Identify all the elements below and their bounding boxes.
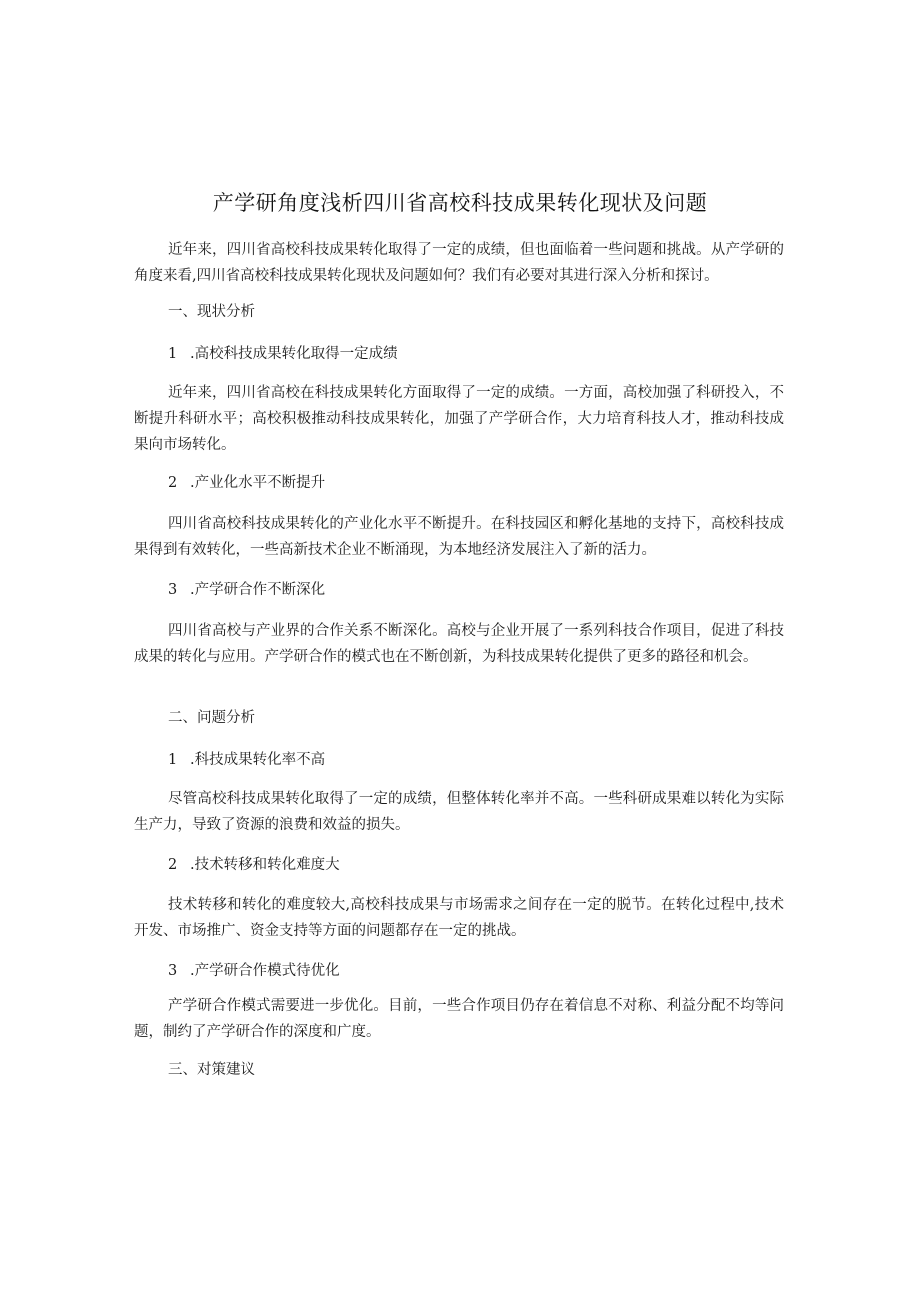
subheading-1-2 — [168, 470, 768, 496]
section-heading-problems: 二、问题分析 — [168, 710, 255, 726]
subheading-1-3 — [168, 577, 768, 603]
section-heading-status: 一、现状分析 — [168, 304, 255, 320]
subheading-1-1 — [168, 341, 768, 367]
paragraph-1-1: 近年来，四川省高校在科技成果转化方面取得了一定的成绩。一方面，高校加强了科研投入，不断提升科研水平；高校积极推动科技成果转化，加强了产学研合作，大力培育科技人才，推动科技成果向市场转化。 — [134, 385, 784, 453]
paragraph-1-2: 四川省高校科技成果转化的产业化水平不断提升。在科技园区和孵化基地的支持下，高校科技成果得到有效转化，一些高新技术企业不断涌现，为本地经济发展注入了新的活力。 — [134, 516, 784, 558]
subheading-2-3 — [168, 958, 768, 984]
subheading-text: .产学研合作不断深化 — [190, 582, 326, 598]
subheading-text: .高校科技成果转化取得一定成绩 — [190, 346, 398, 362]
intro-paragraph: 近年来，四川省高校科技成果转化取得了一定的成绩，但也面临着一些问题和挑战。从产学研的角度来看,四川省高校科技成果转化现状及问题如何？我们有必要对其进行深入分析和探讨。 — [134, 242, 784, 284]
subheading-number: 3 — [168, 582, 178, 598]
paragraph-2-1: 尽管高校科技成果转化取得了一定的成绩，但整体转化率并不高。一些科研成果难以转化为实际生产力，导致了资源的浪费和效益的损失。 — [134, 791, 784, 833]
paragraph-1-3: 四川省高校与产业界的合作关系不断深化。高校与企业开展了一系列科技合作项目，促进了科技成果的转化与应用。产学研合作的模式也在不断创新，为科技成果转化提供了更多的路径和机会。 — [134, 623, 784, 665]
paragraph-2-2: 技术转移和转化的难度较大,高校科技成果与市场需求之间存在一定的脱节。在转化过程中,技术开发、市场推广、资金支持等方面的问题都存在一定的挑战。 — [134, 897, 784, 939]
subheading-text: .技术转移和转化难度大 — [190, 857, 340, 873]
subheading-text: .科技成果转化率不高 — [190, 752, 326, 768]
subheading-2-2 — [168, 852, 768, 878]
subheading-number: 2 — [168, 475, 178, 491]
section-heading-suggestions: 三、对策建议 — [168, 1062, 255, 1078]
subheading-text: .产学研合作模式待优化 — [190, 963, 340, 979]
document-title: 产学研角度浅析四川省高校科技成果转化现状及问题 — [212, 191, 708, 215]
subheading-number: 1 — [168, 346, 178, 362]
subheading-2-1 — [168, 747, 768, 773]
paragraph-2-3: 产学研合作模式需要进一步优化。目前，一些合作项目仍存在着信息不对称、利益分配不均等问题，制约了产学研合作的深度和广度。 — [134, 998, 784, 1040]
subheading-number: 2 — [168, 857, 178, 873]
subheading-text: .产业化水平不断提升 — [190, 475, 326, 491]
subheading-number: 1 — [168, 752, 178, 768]
subheading-number: 3 — [168, 963, 178, 979]
